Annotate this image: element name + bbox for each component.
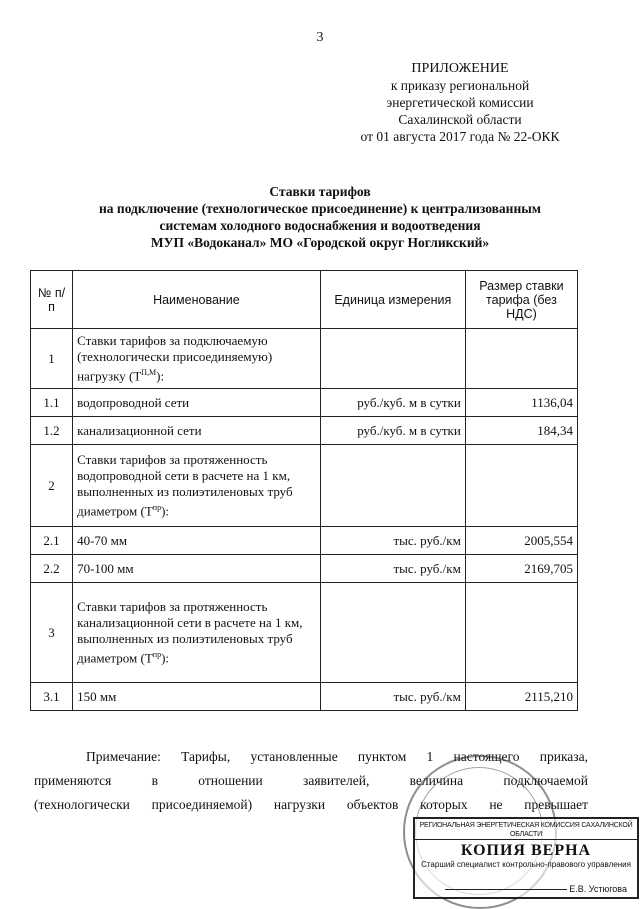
note-line: (технологически присоединяемой) нагрузки объектов которых не превышает (34, 797, 588, 812)
title-line: на подключение (технологическое присоединение) к централизованным (99, 201, 541, 216)
row-name: Ставки тарифов за протяженность канализационной сети в расчете на 1 км, выполненных из полиэтиленовых труб диаметром $(Т^{пр})$: (73, 583, 321, 683)
appendix-heading: ПРИЛОЖЕНИЕ (411, 61, 509, 76)
row-name: водопроводной сети (73, 389, 321, 417)
row-value: 2169,705 (465, 555, 577, 583)
row-name: Ставки тарифов за подключаемую (технологически присоединяемую) нагрузку $(Т^{П,М})$: (73, 329, 321, 389)
row-value: 1136,04 (465, 389, 577, 417)
signature-line (445, 889, 567, 890)
row-num: 1.1 (31, 389, 73, 417)
row-unit (320, 329, 465, 389)
row-value: 2115,210 (465, 683, 577, 711)
row-num: 2.1 (31, 527, 73, 555)
row-value: 2005,554 (465, 527, 577, 555)
row-num: 3 (31, 583, 73, 683)
header-value: Размер ставки тарифа (без НДС) (465, 271, 577, 329)
stamp-organization: РЕГИОНАЛЬНАЯ ЭНЕРГЕТИЧЕСКАЯ КОМИССИЯ САХАЛИНСКОЙ ОБЛАСТИ (415, 819, 637, 840)
row-unit (320, 445, 465, 527)
table-header-row (31, 271, 578, 329)
appendix-block (330, 60, 590, 145)
row-value: 184,34 (465, 417, 577, 445)
row-unit: руб./куб. м в сутки (320, 389, 465, 417)
table-row (31, 417, 578, 445)
row-num: 3.1 (31, 683, 73, 711)
row-value (465, 583, 577, 683)
row-name: 70-100 мм (73, 555, 321, 583)
appendix-line: от 01 августа 2017 года № 22-ОКК (360, 129, 560, 144)
copy-certified-stamp (413, 817, 639, 899)
title-line: Ставки тарифов (269, 184, 371, 199)
row-value (465, 445, 577, 527)
row-name: канализационной сети (73, 417, 321, 445)
row-name: Ставки тарифов за протяженность водопроводной сети в расчете на 1 км, выполненных из полиэтиленовых труб диаметром $(Т^{пр})$: (73, 445, 321, 527)
row-unit: руб./куб. м в сутки (320, 417, 465, 445)
stamp-signer: Е.В. Устюгова (569, 884, 627, 894)
stamp-title: КОПИЯ ВЕРНА (460, 842, 592, 859)
header-num: № п/п (31, 271, 73, 329)
title-line: системам холодного водоснабжения и водоотведения (159, 218, 481, 233)
tariffs-table (30, 270, 578, 711)
row-value (465, 329, 577, 389)
row-name: 150 мм (73, 683, 321, 711)
row-name: 40-70 мм (73, 527, 321, 555)
row-unit: тыс. руб./км (320, 527, 465, 555)
table-row (31, 389, 578, 417)
table-row (31, 683, 578, 711)
table-row (31, 527, 578, 555)
appendix-line: энергетической комиссии (386, 95, 534, 110)
row-unit (320, 583, 465, 683)
header-name: Наименование (73, 271, 321, 329)
row-unit: тыс. руб./км (320, 683, 465, 711)
row-num: 1 (31, 329, 73, 389)
row-num: 1.2 (31, 417, 73, 445)
note-line: Примечание: Тарифы, установленные пунктом 1 настоящего приказа, (86, 749, 588, 764)
table-row (31, 445, 578, 527)
note-line: применяются в отношении заявителей, величина подключаемой (34, 773, 588, 788)
document-title (20, 183, 620, 251)
table-row (31, 555, 578, 583)
appendix-line: Сахалинской области (398, 112, 522, 127)
table-row (31, 583, 578, 683)
appendix-line: к приказу региональной (390, 78, 530, 93)
title-line: МУП «Водоканал» МО «Городской округ Ногликский» (150, 235, 490, 250)
row-num: 2.2 (31, 555, 73, 583)
table-row (31, 329, 578, 389)
row-unit: тыс. руб./км (320, 555, 465, 583)
page-number: 3 (316, 30, 324, 45)
row-num: 2 (31, 445, 73, 527)
header-unit: Единица измерения (320, 271, 465, 329)
stamp-position: Старший специалист контрольно-правового управления (421, 860, 631, 869)
certification-stamp (395, 745, 640, 905)
